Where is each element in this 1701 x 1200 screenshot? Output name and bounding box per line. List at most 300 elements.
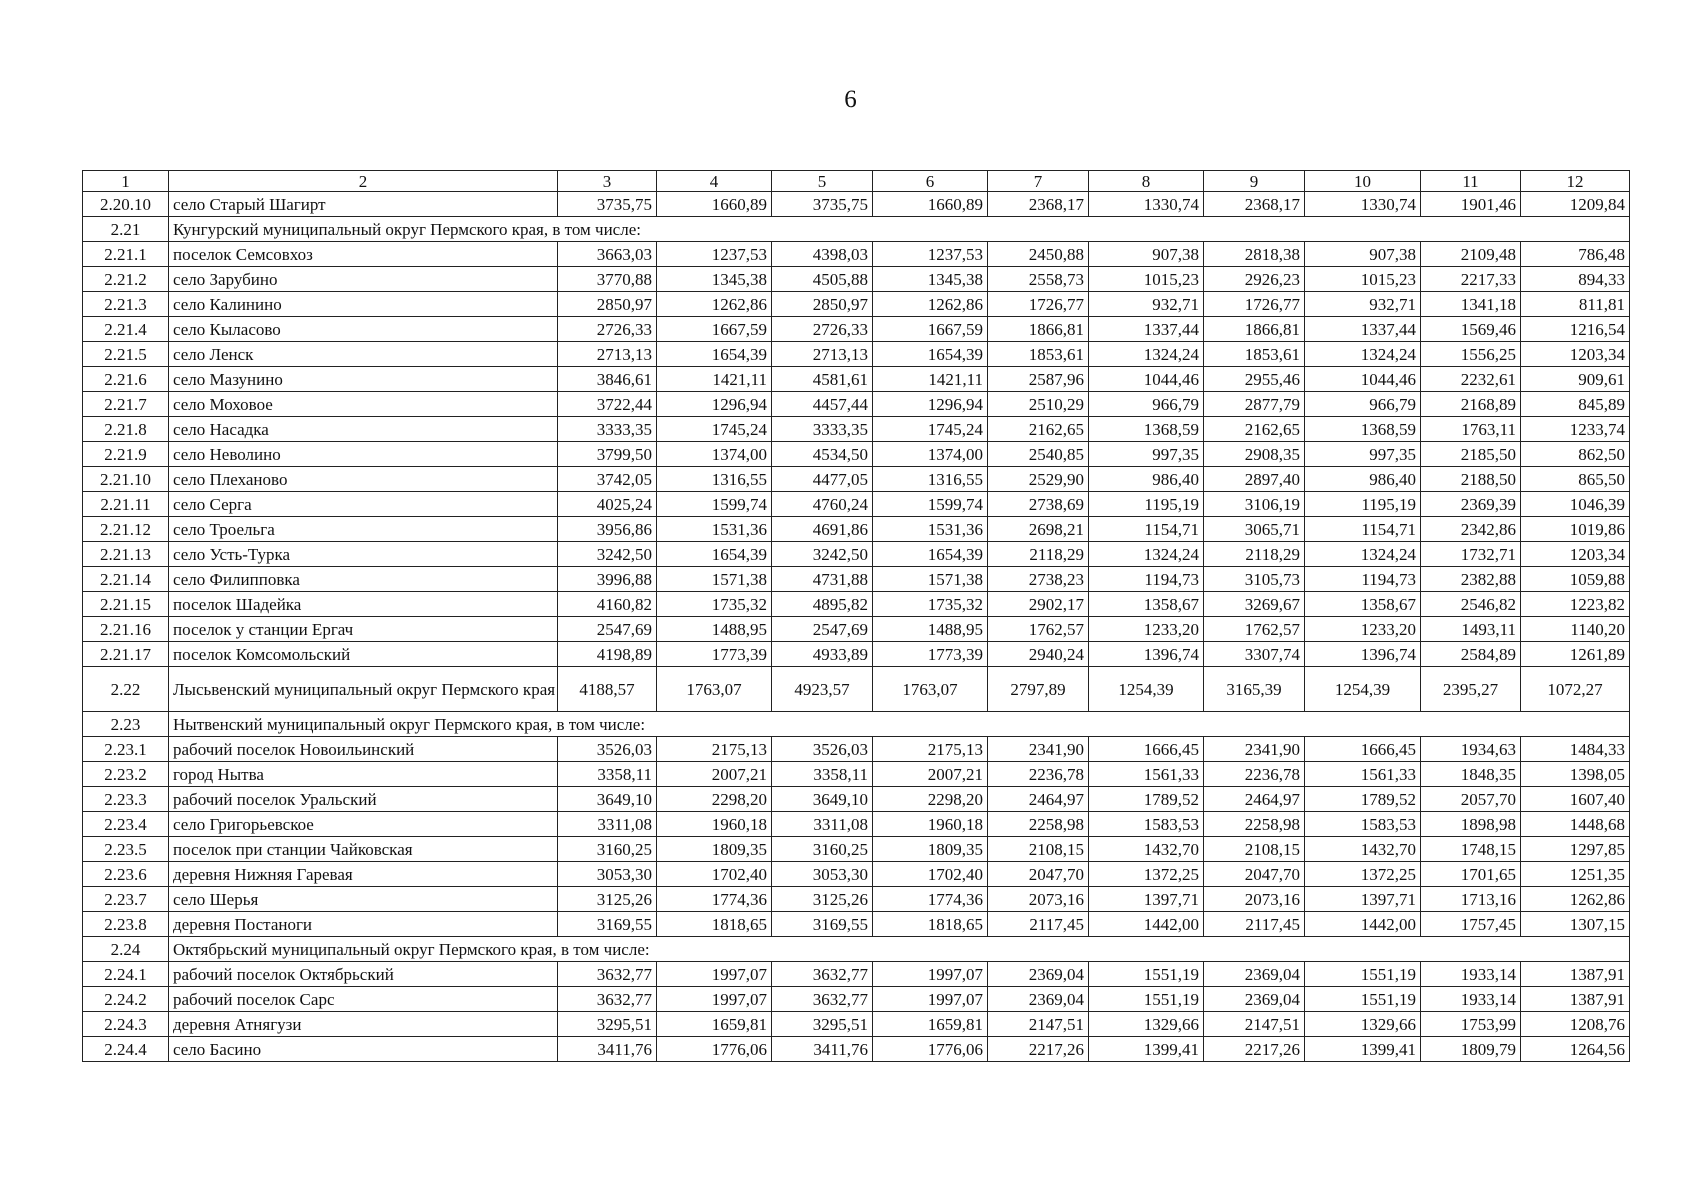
cell-value: 3307,74 [1204, 642, 1305, 667]
row-name: поселок Семсовхоз [169, 242, 558, 267]
column-header: 10 [1305, 171, 1421, 192]
cell-value: 1399,41 [1089, 1037, 1204, 1062]
row-code: 2.21.13 [83, 542, 169, 567]
cell-value: 1551,19 [1305, 962, 1421, 987]
row-name: село Троельга [169, 517, 558, 542]
table-row [83, 317, 1630, 342]
cell-value: 4923,57 [772, 667, 873, 712]
row-code: 2.21.5 [83, 342, 169, 367]
cell-value: 3735,75 [558, 192, 657, 217]
cell-value: 1997,07 [873, 962, 988, 987]
row-code: 2.21.16 [83, 617, 169, 642]
cell-value: 2464,97 [988, 787, 1089, 812]
cell-value: 3160,25 [772, 837, 873, 862]
row-code: 2.24.2 [83, 987, 169, 1012]
cell-value: 2382,88 [1421, 567, 1521, 592]
row-name: рабочий поселок Сарс [169, 987, 558, 1012]
cell-value: 845,89 [1521, 392, 1630, 417]
cell-value: 3242,50 [558, 542, 657, 567]
row-code: 2.22 [83, 667, 169, 712]
cell-value: 2118,29 [1204, 542, 1305, 567]
cell-value: 1735,32 [873, 592, 988, 617]
cell-value: 2510,29 [988, 392, 1089, 417]
cell-value: 1194,73 [1089, 567, 1204, 592]
cell-value: 1448,68 [1521, 812, 1630, 837]
cell-value: 1251,35 [1521, 862, 1630, 887]
row-name: село Неволино [169, 442, 558, 467]
row-code: 2.24 [83, 937, 169, 962]
cell-value: 1046,39 [1521, 492, 1630, 517]
cell-value: 2342,86 [1421, 517, 1521, 542]
row-name: село Басино [169, 1037, 558, 1062]
cell-value: 2185,50 [1421, 442, 1521, 467]
cell-value: 4398,03 [772, 242, 873, 267]
cell-value: 786,48 [1521, 242, 1630, 267]
cell-value: 1493,11 [1421, 617, 1521, 642]
table-row [83, 667, 1630, 712]
row-name: рабочий поселок Октябрьский [169, 962, 558, 987]
cell-value: 1853,61 [1204, 342, 1305, 367]
cell-value: 1358,67 [1089, 592, 1204, 617]
row-code: 2.21.17 [83, 642, 169, 667]
cell-value: 3295,51 [772, 1012, 873, 1037]
cell-value: 3632,77 [772, 962, 873, 987]
column-header: 11 [1421, 171, 1521, 192]
cell-value: 2926,23 [1204, 267, 1305, 292]
cell-value: 1209,84 [1521, 192, 1630, 217]
cell-value: 1551,19 [1305, 987, 1421, 1012]
table-row [83, 592, 1630, 617]
row-name: деревня Нижняя Гаревая [169, 862, 558, 887]
cell-value: 1666,45 [1089, 737, 1204, 762]
cell-value: 1264,56 [1521, 1037, 1630, 1062]
cell-value: 2147,51 [988, 1012, 1089, 1037]
cell-value: 1254,39 [1305, 667, 1421, 712]
cell-value: 2902,17 [988, 592, 1089, 617]
cell-value: 2850,97 [772, 292, 873, 317]
cell-value: 2558,73 [988, 267, 1089, 292]
cell-value: 1531,36 [657, 517, 772, 542]
row-name: село Филипповка [169, 567, 558, 592]
cell-value: 3295,51 [558, 1012, 657, 1037]
cell-value: 2369,04 [1204, 962, 1305, 987]
header-row [83, 171, 1630, 192]
cell-value: 1329,66 [1089, 1012, 1204, 1037]
cell-value: 1809,35 [873, 837, 988, 862]
cell-value: 1329,66 [1305, 1012, 1421, 1037]
cell-value: 1701,65 [1421, 862, 1521, 887]
cell-value: 1488,95 [873, 617, 988, 642]
cell-value: 4160,82 [558, 592, 657, 617]
cell-value: 1960,18 [873, 812, 988, 837]
cell-value: 997,35 [1089, 442, 1204, 467]
row-name: село Старый Шагирт [169, 192, 558, 217]
cell-value: 1763,07 [657, 667, 772, 712]
row-code: 2.21.7 [83, 392, 169, 417]
cell-value: 2540,85 [988, 442, 1089, 467]
cell-value: 3333,35 [558, 417, 657, 442]
cell-value: 2108,15 [988, 837, 1089, 862]
row-code: 2.21.12 [83, 517, 169, 542]
cell-value: 1399,41 [1305, 1037, 1421, 1062]
table-row [83, 292, 1630, 317]
cell-value: 1898,98 [1421, 812, 1521, 837]
table-row [83, 737, 1630, 762]
row-name: Лысьвенский муниципальный округ Пермского края [169, 667, 558, 712]
column-header: 3 [558, 171, 657, 192]
cell-value: 1659,81 [657, 1012, 772, 1037]
cell-value: 1789,52 [1089, 787, 1204, 812]
row-code: 2.21.10 [83, 467, 169, 492]
table-row [83, 1037, 1630, 1062]
cell-value: 966,79 [1089, 392, 1204, 417]
cell-value: 3770,88 [558, 267, 657, 292]
column-header: 8 [1089, 171, 1204, 192]
row-code: 2.21.8 [83, 417, 169, 442]
cell-value: 1484,33 [1521, 737, 1630, 762]
cell-value: 3160,25 [558, 837, 657, 862]
row-code: 2.23.7 [83, 887, 169, 912]
table-row [83, 812, 1630, 837]
cell-value: 2341,90 [988, 737, 1089, 762]
cell-value: 1019,86 [1521, 517, 1630, 542]
cell-value: 2047,70 [988, 862, 1089, 887]
cell-value: 3846,61 [558, 367, 657, 392]
cell-value: 4581,61 [772, 367, 873, 392]
cell-value: 811,81 [1521, 292, 1630, 317]
cell-value: 4457,44 [772, 392, 873, 417]
cell-value: 932,71 [1089, 292, 1204, 317]
cell-value: 1233,20 [1089, 617, 1204, 642]
cell-value: 1599,74 [873, 492, 988, 517]
cell-value: 1387,91 [1521, 962, 1630, 987]
cell-value: 1154,71 [1305, 517, 1421, 542]
cell-value: 1571,38 [657, 567, 772, 592]
row-code: 2.21.2 [83, 267, 169, 292]
row-code: 2.21.4 [83, 317, 169, 342]
cell-value: 3125,26 [558, 887, 657, 912]
cell-value: 2897,40 [1204, 467, 1305, 492]
cell-value: 907,38 [1089, 242, 1204, 267]
section-row [83, 217, 1630, 242]
cell-value: 1773,39 [657, 642, 772, 667]
cell-value: 3169,55 [772, 912, 873, 937]
table-body [83, 171, 1630, 1062]
cell-value: 1368,59 [1305, 417, 1421, 442]
cell-value: 1762,57 [1204, 617, 1305, 642]
cell-value: 4505,88 [772, 267, 873, 292]
cell-value: 2047,70 [1204, 862, 1305, 887]
cell-value: 3053,30 [772, 862, 873, 887]
cell-value: 1713,16 [1421, 887, 1521, 912]
cell-value: 1571,38 [873, 567, 988, 592]
cell-value: 1261,89 [1521, 642, 1630, 667]
cell-value: 2818,38 [1204, 242, 1305, 267]
cell-value: 2217,33 [1421, 267, 1521, 292]
cell-value: 1387,91 [1521, 987, 1630, 1012]
cell-value: 3411,76 [558, 1037, 657, 1062]
row-code: 2.21.14 [83, 567, 169, 592]
cell-value: 3269,67 [1204, 592, 1305, 617]
cell-value: 2877,79 [1204, 392, 1305, 417]
table-row [83, 887, 1630, 912]
cell-value: 1397,71 [1089, 887, 1204, 912]
cell-value: 2007,21 [873, 762, 988, 787]
row-name: село Шерья [169, 887, 558, 912]
cell-value: 1421,11 [873, 367, 988, 392]
cell-value: 4198,89 [558, 642, 657, 667]
column-header: 2 [169, 171, 558, 192]
cell-value: 2188,50 [1421, 467, 1521, 492]
cell-value: 2368,17 [988, 192, 1089, 217]
cell-value: 3053,30 [558, 862, 657, 887]
cell-value: 1345,38 [873, 267, 988, 292]
cell-value: 2073,16 [1204, 887, 1305, 912]
row-code: 2.23 [83, 712, 169, 737]
table-row [83, 242, 1630, 267]
row-name: село Кыласово [169, 317, 558, 342]
cell-value: 1666,45 [1305, 737, 1421, 762]
cell-value: 2587,96 [988, 367, 1089, 392]
row-code: 2.21.6 [83, 367, 169, 392]
cell-value: 3065,71 [1204, 517, 1305, 542]
column-header: 1 [83, 171, 169, 192]
cell-value: 3106,19 [1204, 492, 1305, 517]
cell-value: 1262,86 [657, 292, 772, 317]
cell-value: 4895,82 [772, 592, 873, 617]
cell-value: 2147,51 [1204, 1012, 1305, 1037]
row-code: 2.21.11 [83, 492, 169, 517]
cell-value: 2797,89 [988, 667, 1089, 712]
cell-value: 1307,15 [1521, 912, 1630, 937]
table-row [83, 1012, 1630, 1037]
table-row [83, 837, 1630, 862]
cell-value: 1561,33 [1305, 762, 1421, 787]
cell-value: 2713,13 [772, 342, 873, 367]
cell-value: 1341,18 [1421, 292, 1521, 317]
cell-value: 2057,70 [1421, 787, 1521, 812]
cell-value: 4188,57 [558, 667, 657, 712]
cell-value: 2175,13 [873, 737, 988, 762]
cell-value: 1216,54 [1521, 317, 1630, 342]
cell-value: 3996,88 [558, 567, 657, 592]
cell-value: 1442,00 [1305, 912, 1421, 937]
table-row [83, 987, 1630, 1012]
cell-value: 2118,29 [988, 542, 1089, 567]
row-code: 2.23.5 [83, 837, 169, 862]
cell-value: 1372,25 [1305, 862, 1421, 887]
cell-value: 1732,71 [1421, 542, 1521, 567]
row-code: 2.23.1 [83, 737, 169, 762]
cell-value: 1203,34 [1521, 542, 1630, 567]
cell-value: 4025,24 [558, 492, 657, 517]
row-name: деревня Постаноги [169, 912, 558, 937]
row-name: рабочий поселок Новоильинский [169, 737, 558, 762]
cell-value: 3632,77 [558, 962, 657, 987]
row-code: 2.24.4 [83, 1037, 169, 1062]
cell-value: 2217,26 [988, 1037, 1089, 1062]
cell-value: 1809,35 [657, 837, 772, 862]
column-header: 4 [657, 171, 772, 192]
row-code: 2.23.2 [83, 762, 169, 787]
cell-value: 1316,55 [657, 467, 772, 492]
cell-value: 2236,78 [1204, 762, 1305, 787]
table-row [83, 442, 1630, 467]
cell-value: 2713,13 [558, 342, 657, 367]
table-row [83, 417, 1630, 442]
cell-value: 4534,50 [772, 442, 873, 467]
cell-value: 1762,57 [988, 617, 1089, 642]
cell-value: 1745,24 [873, 417, 988, 442]
cell-value: 1583,53 [1089, 812, 1204, 837]
cell-value: 894,33 [1521, 267, 1630, 292]
cell-value: 2175,13 [657, 737, 772, 762]
table-row [83, 392, 1630, 417]
cell-value: 1933,14 [1421, 987, 1521, 1012]
cell-value: 2117,45 [988, 912, 1089, 937]
cell-value: 2109,48 [1421, 242, 1521, 267]
cell-value: 3169,55 [558, 912, 657, 937]
cell-value: 2162,65 [1204, 417, 1305, 442]
row-name: село Зарубино [169, 267, 558, 292]
cell-value: 1195,19 [1305, 492, 1421, 517]
cell-value: 2258,98 [1204, 812, 1305, 837]
table-row [83, 762, 1630, 787]
cell-value: 1773,39 [873, 642, 988, 667]
row-code: 2.24.1 [83, 962, 169, 987]
row-name: село Серга [169, 492, 558, 517]
cell-value: 2369,39 [1421, 492, 1521, 517]
cell-value: 1748,15 [1421, 837, 1521, 862]
cell-value: 1901,46 [1421, 192, 1521, 217]
cell-value: 2738,23 [988, 567, 1089, 592]
cell-value: 3105,73 [1204, 567, 1305, 592]
cell-value: 2369,04 [988, 962, 1089, 987]
row-name: деревня Атнягузи [169, 1012, 558, 1037]
cell-value: 1763,07 [873, 667, 988, 712]
cell-value: 3632,77 [772, 987, 873, 1012]
row-code: 2.23.6 [83, 862, 169, 887]
cell-value: 1324,24 [1089, 542, 1204, 567]
table-row [83, 617, 1630, 642]
cell-value: 1432,70 [1305, 837, 1421, 862]
cell-value: 3411,76 [772, 1037, 873, 1062]
cell-value: 1774,36 [657, 887, 772, 912]
cell-value: 1154,71 [1089, 517, 1204, 542]
cell-value: 3311,08 [558, 812, 657, 837]
cell-value: 2108,15 [1204, 837, 1305, 862]
cell-value: 1324,24 [1305, 542, 1421, 567]
cell-value: 997,35 [1305, 442, 1421, 467]
cell-value: 1140,20 [1521, 617, 1630, 642]
cell-value: 1442,00 [1089, 912, 1204, 937]
cell-value: 1223,82 [1521, 592, 1630, 617]
cell-value: 2217,26 [1204, 1037, 1305, 1062]
cell-value: 3526,03 [772, 737, 873, 762]
cell-value: 1551,19 [1089, 987, 1204, 1012]
row-name: село Мазунино [169, 367, 558, 392]
cell-value: 2258,98 [988, 812, 1089, 837]
cell-value: 1195,19 [1089, 492, 1204, 517]
cell-value: 3358,11 [772, 762, 873, 787]
cell-value: 1044,46 [1305, 367, 1421, 392]
cell-value: 3742,05 [558, 467, 657, 492]
column-header: 9 [1204, 171, 1305, 192]
cell-value: 4731,88 [772, 567, 873, 592]
cell-value: 1745,24 [657, 417, 772, 442]
cell-value: 3125,26 [772, 887, 873, 912]
cell-value: 1934,63 [1421, 737, 1521, 762]
cell-value: 1396,74 [1089, 642, 1204, 667]
cell-value: 1818,65 [873, 912, 988, 937]
cell-value: 1735,32 [657, 592, 772, 617]
cell-value: 2369,04 [988, 987, 1089, 1012]
cell-value: 1345,38 [657, 267, 772, 292]
cell-value: 1556,25 [1421, 342, 1521, 367]
cell-value: 1660,89 [873, 192, 988, 217]
cell-value: 1237,53 [657, 242, 772, 267]
cell-value: 1421,11 [657, 367, 772, 392]
cell-value: 2547,69 [558, 617, 657, 642]
cell-value: 3526,03 [558, 737, 657, 762]
cell-value: 932,71 [1305, 292, 1421, 317]
cell-value: 1607,40 [1521, 787, 1630, 812]
row-name: село Усть-Турка [169, 542, 558, 567]
cell-value: 1488,95 [657, 617, 772, 642]
cell-value: 3649,10 [558, 787, 657, 812]
cell-value: 1059,88 [1521, 567, 1630, 592]
row-code: 2.24.3 [83, 1012, 169, 1037]
cell-value: 1866,81 [988, 317, 1089, 342]
cell-value: 2464,97 [1204, 787, 1305, 812]
cell-value: 2584,89 [1421, 642, 1521, 667]
cell-value: 1262,86 [873, 292, 988, 317]
cell-value: 3722,44 [558, 392, 657, 417]
cell-value: 1208,76 [1521, 1012, 1630, 1037]
section-name: Нытвенский муниципальный округ Пермского края, в том числе: [169, 712, 1630, 737]
row-code: 2.21.15 [83, 592, 169, 617]
cell-value: 1960,18 [657, 812, 772, 837]
cell-value: 966,79 [1305, 392, 1421, 417]
cell-value: 3165,39 [1204, 667, 1305, 712]
cell-value: 1776,06 [873, 1037, 988, 1062]
column-header: 7 [988, 171, 1089, 192]
row-code: 2.23.8 [83, 912, 169, 937]
cell-value: 1397,71 [1305, 887, 1421, 912]
row-name: город Нытва [169, 762, 558, 787]
cell-value: 1818,65 [657, 912, 772, 937]
cell-value: 1432,70 [1089, 837, 1204, 862]
cell-value: 1254,39 [1089, 667, 1204, 712]
cell-value: 2726,33 [772, 317, 873, 342]
cell-value: 4691,86 [772, 517, 873, 542]
cell-value: 1194,73 [1305, 567, 1421, 592]
table-row [83, 517, 1630, 542]
cell-value: 1237,53 [873, 242, 988, 267]
row-code: 2.21.9 [83, 442, 169, 467]
cell-value: 1659,81 [873, 1012, 988, 1037]
table-row [83, 542, 1630, 567]
table-row [83, 862, 1630, 887]
cell-value: 2236,78 [988, 762, 1089, 787]
row-name: рабочий поселок Уральский [169, 787, 558, 812]
cell-value: 1324,24 [1305, 342, 1421, 367]
cell-value: 2955,46 [1204, 367, 1305, 392]
cell-value: 1398,05 [1521, 762, 1630, 787]
cell-value: 1569,46 [1421, 317, 1521, 342]
section-name: Кунгурский муниципальный округ Пермского края, в том числе: [169, 217, 1630, 242]
cell-value: 3735,75 [772, 192, 873, 217]
